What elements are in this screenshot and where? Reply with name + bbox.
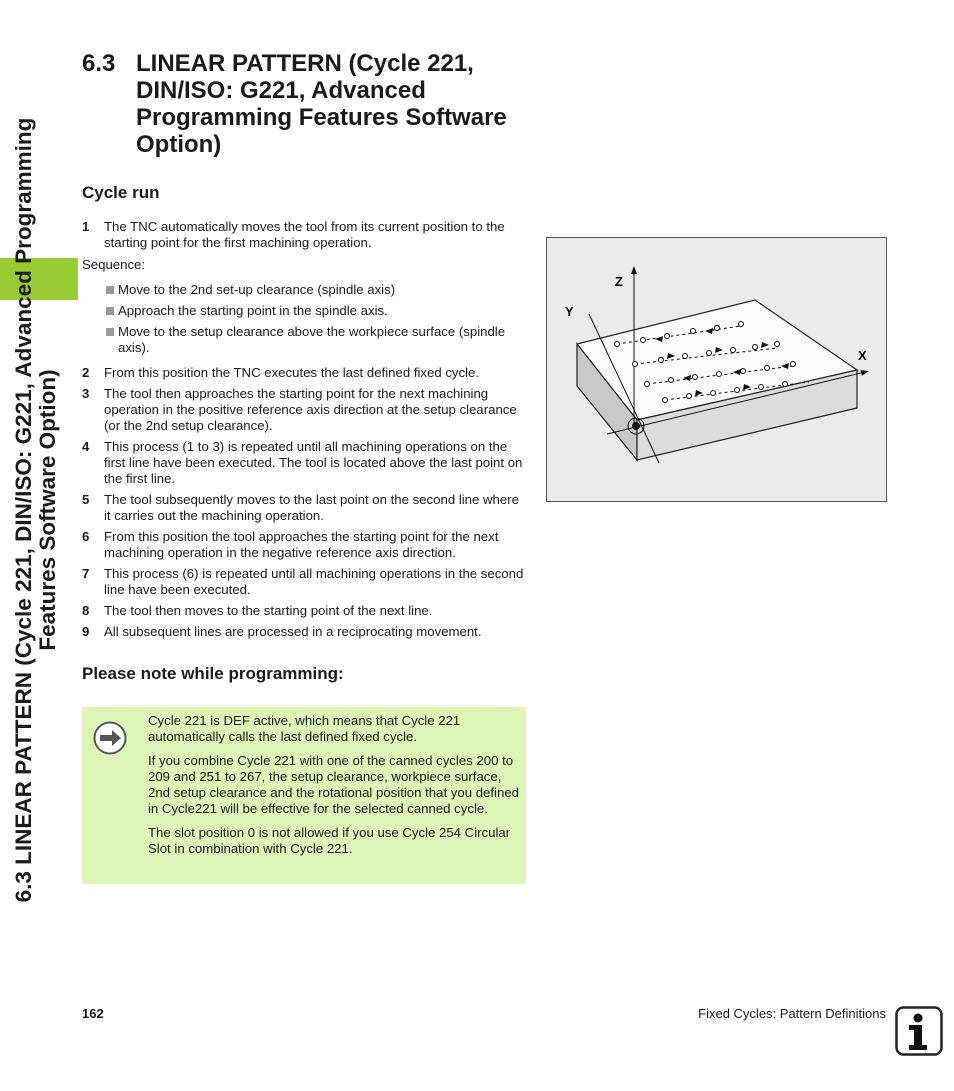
step-number: 5 <box>82 492 90 507</box>
notes-heading: Please note while programming: <box>82 664 344 683</box>
steps-list <box>82 365 527 640</box>
origin-point <box>632 422 640 430</box>
page-number: 162 <box>82 1006 104 1021</box>
linear-pattern-figure <box>546 237 887 502</box>
step-text: From this position the TNC executes the last defined fixed cycle. <box>104 365 480 380</box>
step-2 <box>82 365 527 381</box>
step-text: The tool then approaches the starting point for the next machining operation in the positive reference axis direction at the setup clearance (or the 2nd setup clearance). <box>104 386 517 433</box>
step-number: 7 <box>82 566 90 581</box>
list-item-text: Move to the 2nd set-up clearance (spindle axis) <box>118 282 396 297</box>
bullet-square-icon <box>106 286 114 294</box>
side-header-line1: 6.3 LINEAR PATTERN (Cycle 221, DIN/ISO: G221, Advanced Programming <box>11 117 36 903</box>
y-axis-label: Y <box>565 304 574 319</box>
step-number: 4 <box>82 439 90 454</box>
arrow-right-icon <box>93 721 127 755</box>
list-item-text: Approach the starting point in the spindle axis. <box>118 303 388 318</box>
sequence-list <box>105 282 525 356</box>
step-number: 2 <box>82 365 90 380</box>
step-5 <box>82 492 527 524</box>
step-number: 9 <box>82 624 90 639</box>
note-box <box>82 707 526 884</box>
step-3 <box>82 386 527 434</box>
workpiece-diagram <box>547 238 886 501</box>
step-text: From this position the tool approaches the starting point for the next machining operation in the negative reference axis direction. <box>104 529 499 560</box>
step-6 <box>82 529 527 561</box>
side-header-line2: Features Software Option) <box>35 369 60 651</box>
step-text: The tool subsequently moves to the last point on the second line where it carries out the machining operation. <box>104 492 519 523</box>
note-content <box>148 713 520 865</box>
side-running-header <box>12 75 82 945</box>
list-item <box>105 282 525 298</box>
step-8 <box>82 603 527 619</box>
note-paragraph: If you combine Cycle 221 with one of the canned cycles 200 to 209 and 251 to 267, the setup clearance, workpiece surface, 2nd setup clearance and the rotational position that you defined in Cycle221 will be effective for the selected canned cycle. <box>148 753 519 816</box>
step-text: This process (6) is repeated until all machining operations in the second line have been executed. <box>104 566 524 597</box>
step-number: 6 <box>82 529 90 544</box>
step-text: This process (1 to 3) is repeated until all machining operations on the first line have been executed. The tool is located above the last point on the first line. <box>104 439 523 486</box>
list-item-text: Move to the setup clearance above the workpiece surface (spindle axis). <box>118 324 506 355</box>
x-axis-label: X <box>858 348 867 363</box>
list-item <box>105 303 525 319</box>
step-4 <box>82 439 527 487</box>
info-icon <box>895 1006 943 1056</box>
sequence-label: Sequence: <box>82 257 146 272</box>
section-number: 6.3 <box>82 50 116 77</box>
bullet-square-icon <box>106 328 114 336</box>
z-axis-label: Z <box>615 274 623 289</box>
footer-chapter-title: Fixed Cycles: Pattern Definitions <box>698 1006 886 1021</box>
step-1 <box>82 219 527 251</box>
step-7 <box>82 566 527 598</box>
list-item <box>105 324 525 356</box>
cycle-run-heading: Cycle run <box>82 183 160 202</box>
note-paragraph: The slot position 0 is not allowed if you use Cycle 254 Circular Slot in combination with Cycle 221. <box>148 825 511 856</box>
step-number: 3 <box>82 386 90 401</box>
step-9 <box>82 624 527 640</box>
step-number: 8 <box>82 603 90 618</box>
step-text: The tool then moves to the starting point of the next line. <box>104 603 433 618</box>
note-paragraph: Cycle 221 is DEF active, which means that Cycle 221 automatically calls the last defined fixed cycle. <box>148 713 461 744</box>
bullet-square-icon <box>106 307 114 315</box>
section-title-text: LINEAR PATTERN (Cycle 221, DIN/ISO: G221, Advanced Programming Features Software Option) <box>136 50 507 158</box>
step-text: The TNC automatically moves the tool from its current position to the starting point for the first machining operation. <box>104 219 505 250</box>
step-text: All subsequent lines are processed in a reciprocating movement. <box>104 624 482 639</box>
step-number: 1 <box>82 219 90 234</box>
